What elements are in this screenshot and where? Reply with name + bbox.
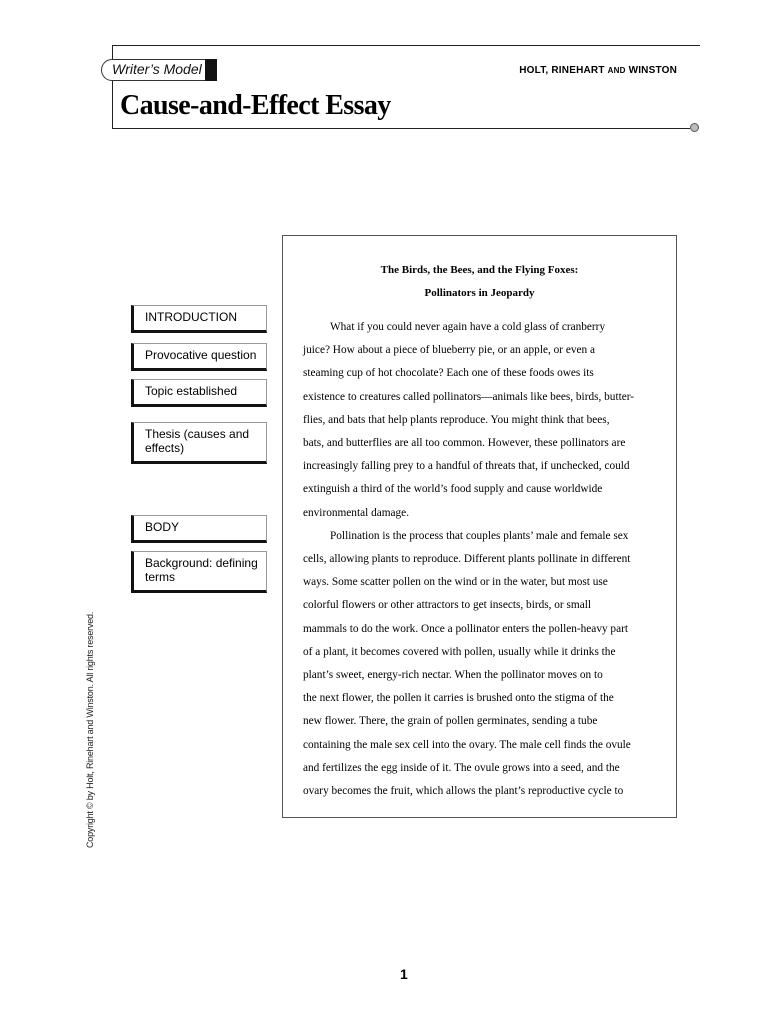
essay-title-line2: Pollinators in Jeopardy: [424, 287, 535, 299]
page-title: Cause-and-Effect Essay: [120, 90, 391, 121]
essay-line: and fertilizes the egg inside of it. The ovule grows into a seed, and the: [303, 761, 620, 774]
publisher-name: [519, 65, 677, 76]
essay-line: existence to creatures called pollinators—animals like bees, birds, butter-: [303, 390, 635, 403]
publisher-and: AND: [607, 66, 626, 75]
essay-line: flies, and bats that help plants reproduce. You might think that bees,: [303, 413, 610, 426]
essay-line: juice? How about a piece of blueberry pie, or an apple, or even a: [303, 344, 596, 357]
header-rule-end-dot: [690, 123, 699, 132]
publisher-winston: WINSTON: [628, 65, 677, 76]
essay-line: Pollination is the process that couples plants’ male and female sex: [330, 529, 629, 542]
tab-black-block: [205, 59, 217, 81]
essay-line: containing the male sex cell into the ovary. The male cell finds the ovule: [303, 738, 631, 751]
essay-line: ways. Some scatter pollen on the wind or in the water, but most use: [303, 576, 608, 589]
essay-line: cells, allowing plants to reproduce. Different plants pollinate in different: [303, 553, 631, 566]
essay-line: increasingly falling prey to a handful of threats that, if unchecked, could: [303, 460, 630, 473]
essay-line: bats, and butterflies are all too common. However, these pollinators are: [303, 437, 626, 450]
essay-line: steaming cup of hot chocolate? Each one of these foods owes its: [303, 367, 594, 380]
header-left-rule: [112, 45, 113, 129]
essay-line: plant’s sweet, energy-rich nectar. When the pollinator moves on to: [303, 669, 603, 682]
essay-line: ovary becomes the fruit, which allows the plant’s reproductive cycle to: [303, 785, 624, 798]
publisher-holt: HOLT, RINEHART: [519, 65, 605, 76]
essay-line: What if you could never again have a cold glass of cranberry: [330, 321, 606, 333]
note-background: Background: defining terms: [131, 551, 267, 593]
note-provocative-question: Provocative question: [131, 343, 267, 371]
copyright-notice: Copyright © by Holt, Rinehart and Winston. All rights reserved.: [85, 611, 95, 848]
essay-line: new flower. There, the grain of pollen germinates, sending a tube: [303, 715, 598, 728]
header-bottom-rule: [112, 128, 690, 129]
note-body: BODY: [131, 515, 267, 543]
writers-model-tab: [101, 59, 215, 81]
page-number: 1: [400, 966, 408, 982]
header-top-rule: [112, 45, 700, 46]
essay-line: mammals to do the work. Once a pollinator enters the pollen-heavy part: [303, 622, 629, 635]
essay-line: the next flower, the pollen it carries is brushed onto the stigma of the: [303, 692, 614, 705]
note-topic-established: Topic established: [131, 379, 267, 407]
note-thesis: Thesis (causes and effects): [131, 422, 267, 464]
essay-line: extinguish a third of the world’s food supply and cause worldwide: [303, 483, 603, 496]
essay-box: [282, 235, 677, 818]
essay-line: of a plant, it becomes covered with pollen, usually while it drinks the: [303, 645, 616, 658]
essay-line: environmental damage.: [303, 506, 410, 519]
essay-body: [303, 316, 663, 803]
note-introduction: INTRODUCTION: [131, 305, 267, 333]
tab-label: Writer’s Model: [112, 61, 202, 77]
essay-line: colorful flowers or other attractors to get insects, birds, or small: [303, 599, 591, 612]
essay-title-line1: The Birds, the Bees, and the Flying Foxes:: [380, 264, 579, 276]
